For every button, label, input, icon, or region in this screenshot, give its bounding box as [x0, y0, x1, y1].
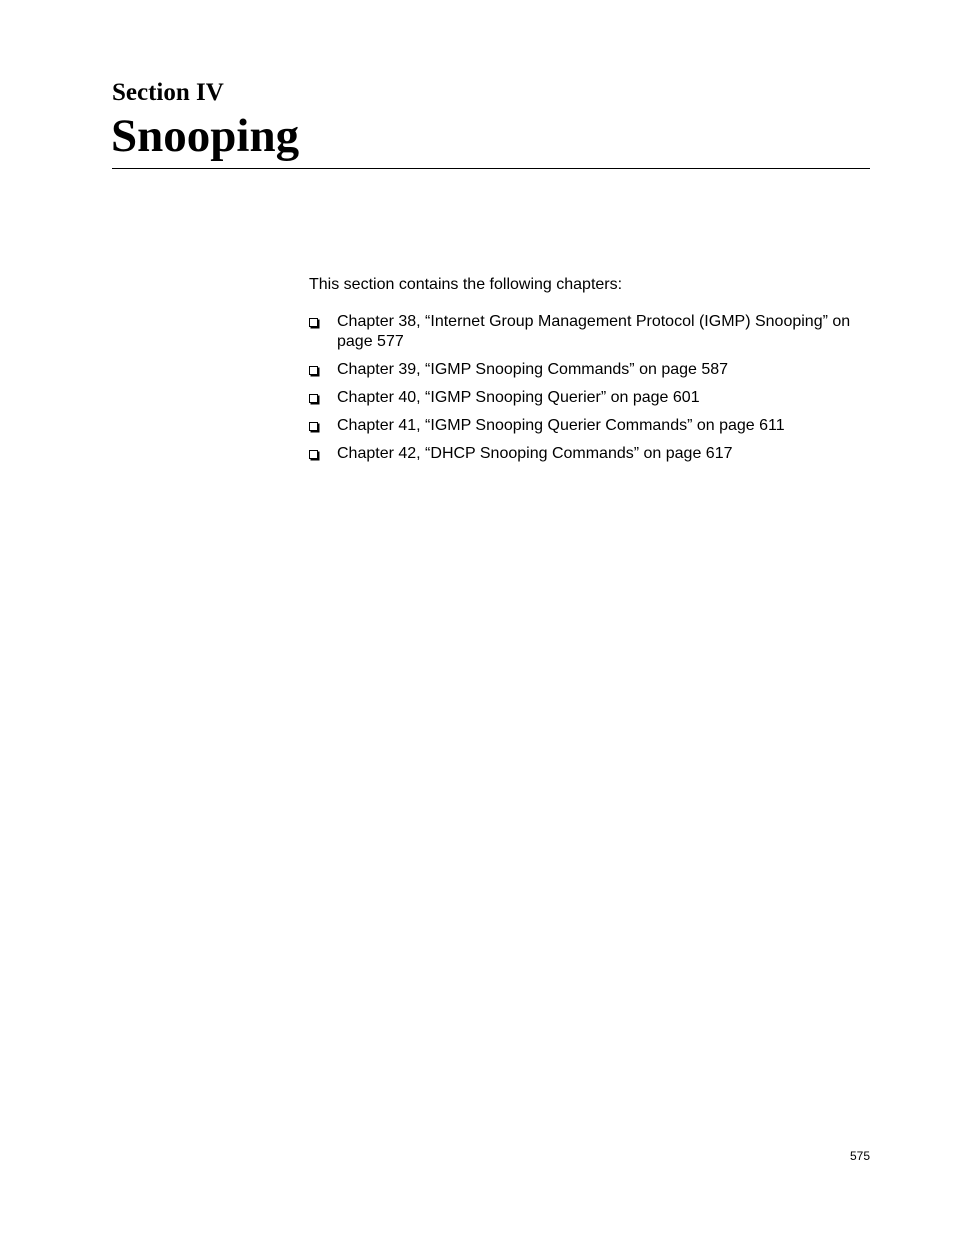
- chapter-list-item: [309, 416, 870, 436]
- checkbox-bullet-icon: [309, 366, 318, 375]
- checkbox-bullet-icon: [309, 318, 318, 327]
- chapter-list-item: [309, 444, 870, 464]
- chapter-link[interactable]: Chapter 38, “Internet Group Management Protocol (IGMP) Snooping” on page 577: [337, 313, 851, 350]
- page-number: 575: [850, 1149, 871, 1163]
- section-label: Section IV: [112, 79, 224, 106]
- chapter-list-item: [309, 360, 870, 380]
- chapter-list-item: [309, 388, 870, 408]
- chapter-link[interactable]: Chapter 41, “IGMP Snooping Querier Commands” on page 611: [337, 417, 785, 434]
- chapter-list: [309, 312, 870, 472]
- title-divider: [112, 168, 870, 169]
- page-title: Snooping: [111, 110, 300, 162]
- checkbox-bullet-icon: [309, 422, 318, 431]
- chapter-link[interactable]: Chapter 39, “IGMP Snooping Commands” on page 587: [337, 361, 729, 378]
- checkbox-bullet-icon: [309, 450, 318, 459]
- chapter-list-item: [309, 312, 870, 352]
- checkbox-bullet-icon: [309, 394, 318, 403]
- chapter-link[interactable]: Chapter 42, “DHCP Snooping Commands” on page 617: [337, 445, 733, 462]
- intro-text: This section contains the following chapters:: [309, 276, 623, 293]
- chapter-link[interactable]: Chapter 40, “IGMP Snooping Querier” on page 601: [337, 389, 700, 406]
